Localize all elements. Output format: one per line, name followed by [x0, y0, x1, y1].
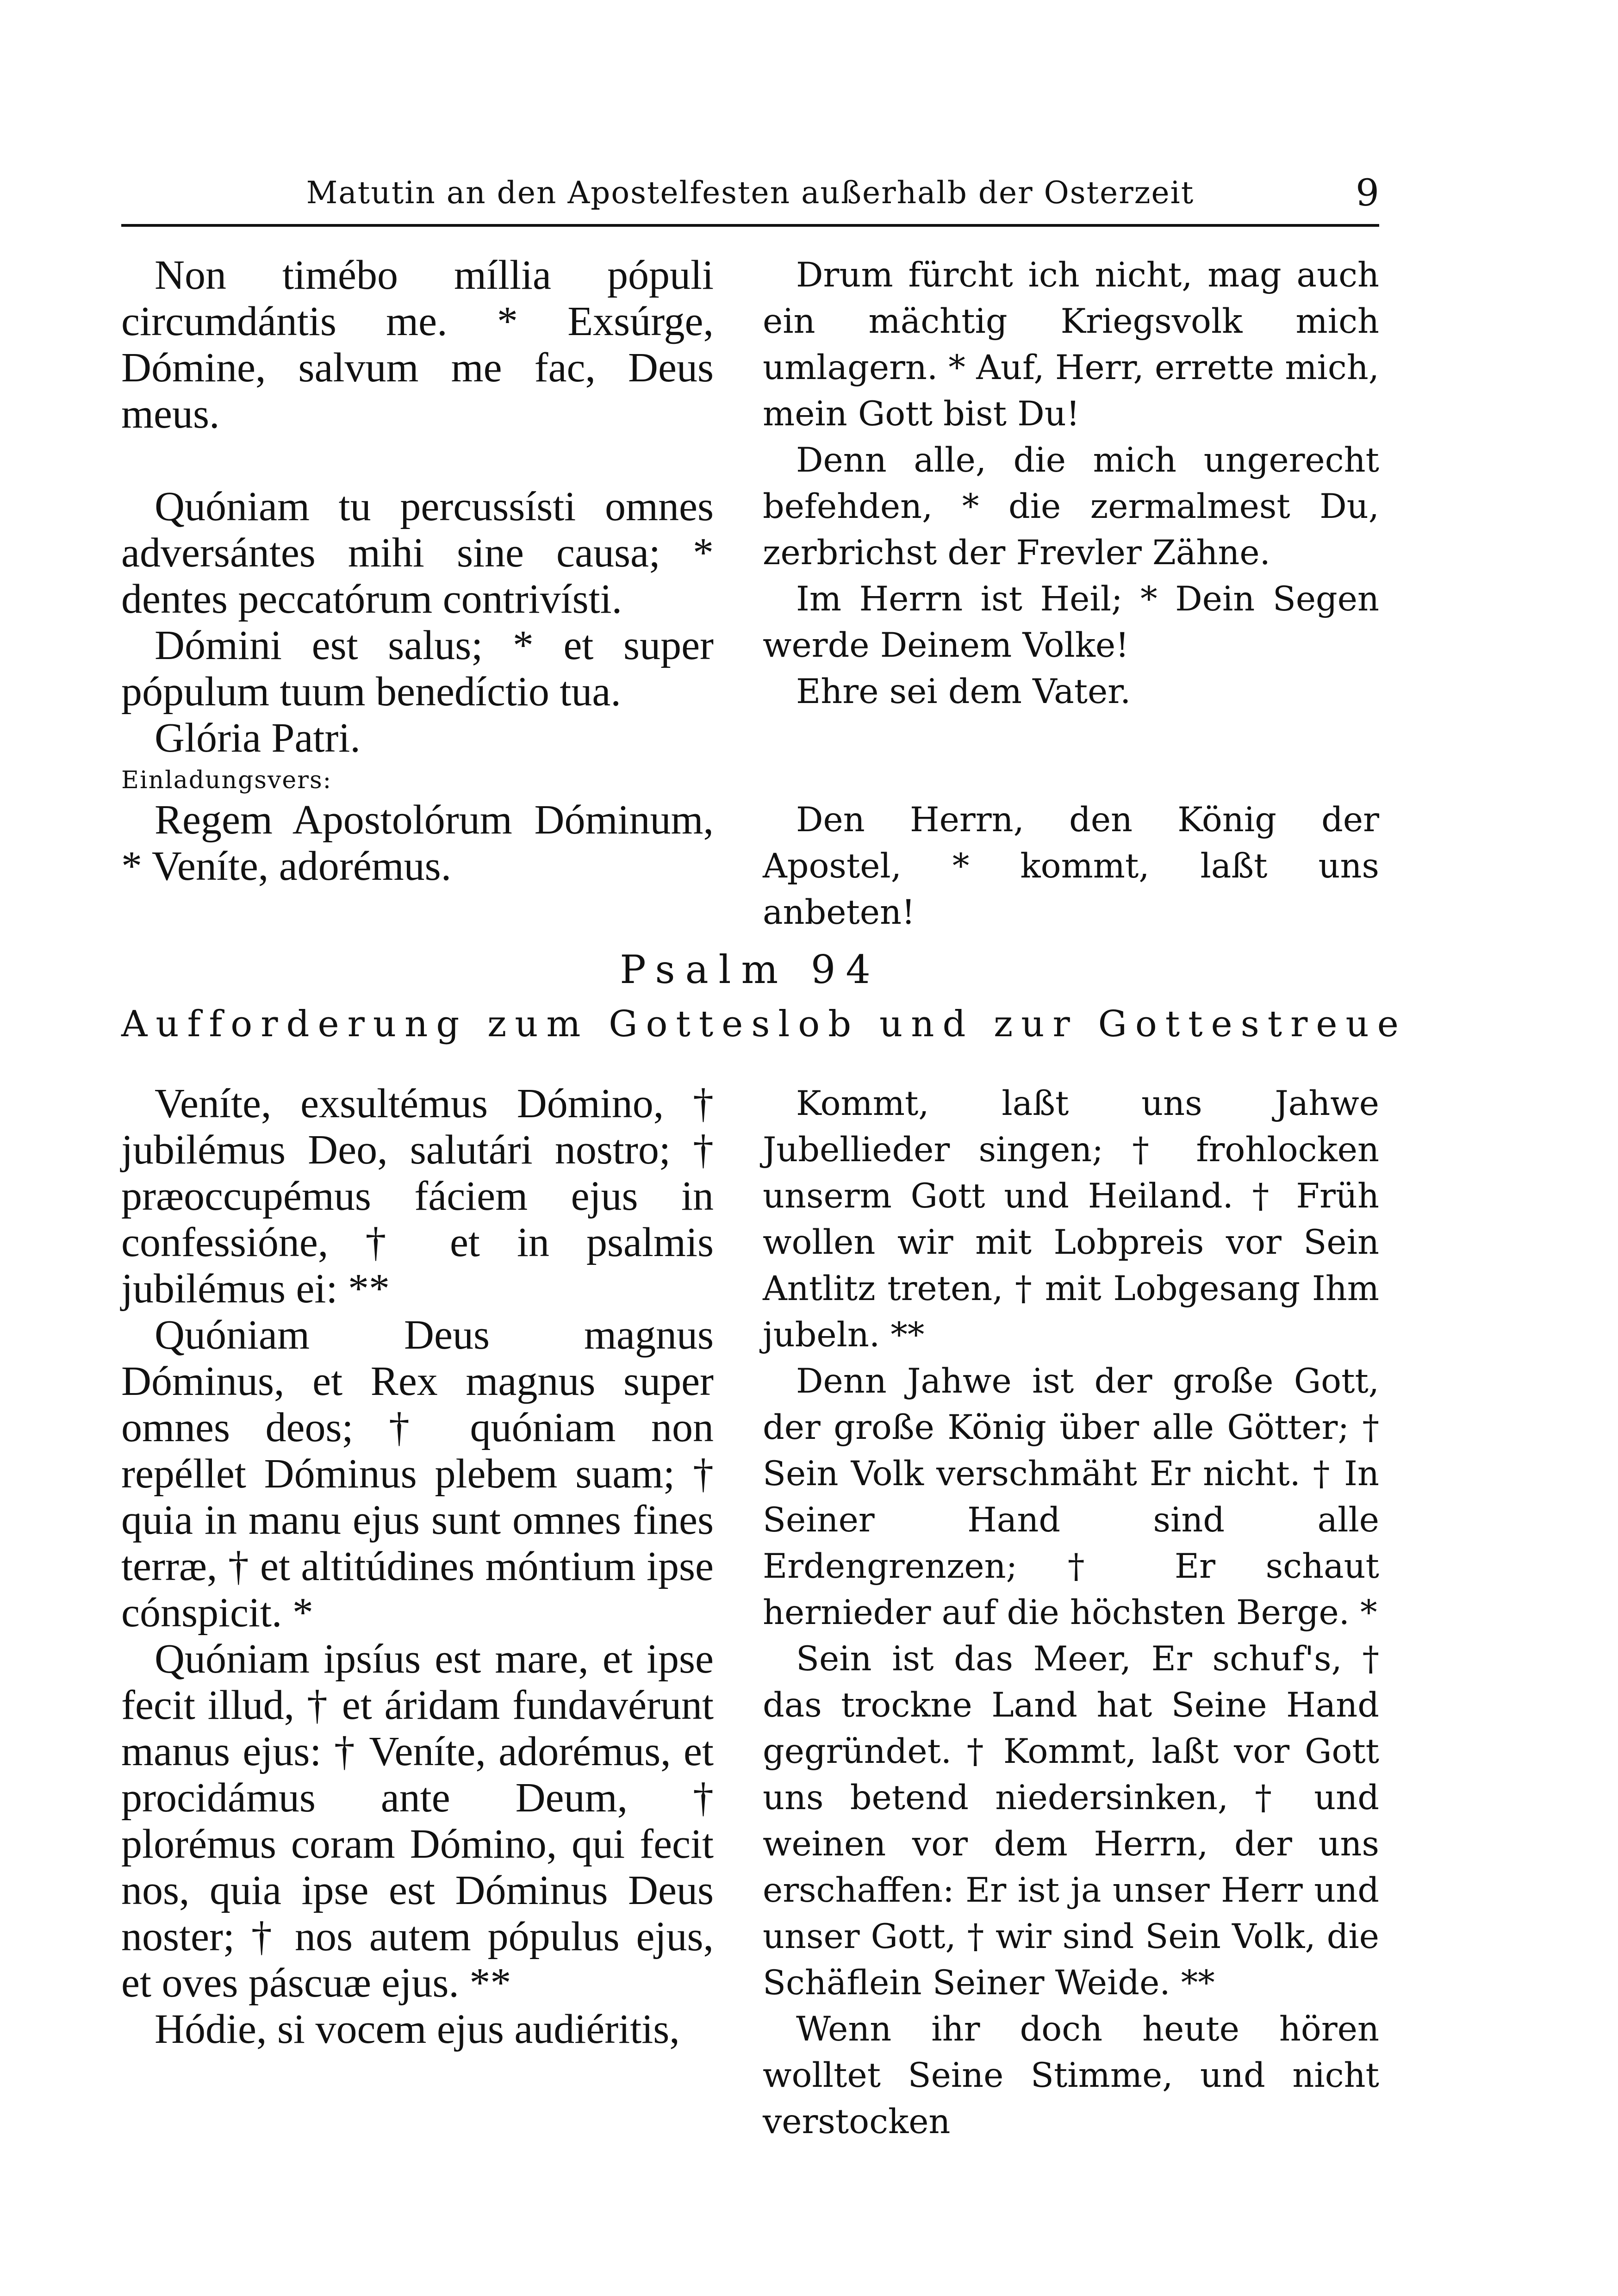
- invitatory-label: Einladungsvers:: [121, 766, 332, 794]
- german-verse: Drum fürcht ich nicht, mag auch ein mächtig Kriegsvolk mich umlagern. * Auf, Herr, errette mich, mein Gott bist Du!: [763, 255, 1379, 434]
- german-verse: Im Herrn ist Heil; * Dein Segen werde Deinem Volke!: [763, 579, 1379, 665]
- latin-verse: Glória Patri.: [155, 715, 361, 761]
- page-number: 9: [1356, 171, 1379, 214]
- invitatory-german-text: Den Herrn, den König der Apostel, * kommt, laßt uns anbeten!: [763, 800, 1379, 932]
- german-verse: Sein ist das Meer, Er schuf's, † das trockne Land hat Seine Hand gegründet. † Kommt, laßt vor Gott uns betend niedersinken, † und weinen vor dem Herrn, der uns erschaffen: Er ist ja unser Herr und unser Gott, † wir sind Sein Volk, die Schäflein Seiner Weide. **: [763, 1639, 1379, 2003]
- german-verse: Kommt, laßt uns Jahwe Jubellieder singen; † frohlocken unserm Gott und Heiland. † Früh wollen wir mit Lobpreis vor Sein Antlitz treten, † mit Lobgesang Ihm jubeln. **: [763, 1084, 1379, 1355]
- invitatory-german: [763, 764, 1379, 936]
- german-column-top: [763, 252, 1379, 715]
- latin-verse: Quóniam Deus magnus Dóminus, et Rex magnus super omnes deos; † quóniam non repéllet Dóminus plebem suam; † quia in manu ejus sunt omnes fines terræ, † et altitúdines móntium ipse cónspicit. *: [121, 1312, 714, 1636]
- latin-verse: Veníte, exsultémus Dómino, † jubilémus Deo, salutári nostro; † præoccupémus fáciem ejus in confessióne, † et in psalmis jubilémus ei: **: [121, 1081, 714, 1312]
- latin-verse: Non timébo míllia pópuli circumdántis me. * Exsúrge, Dómine, salvum me fac, Deus meus.: [121, 252, 714, 437]
- latin-verse: Quóniam ipsíus est mare, et ipse fecit illud, † et áridam fundavérunt manus ejus: † Veníte, adorémus, et procidámus ante Deum, † plorémus coram Dómino, qui fecit nos, quia ipse est Dóminus Deus noster; † nos autem pópulus ejus, et oves páscuæ ejus. **: [121, 1636, 714, 2006]
- page-header: [121, 168, 1379, 227]
- german-verse: Wenn ihr doch heute hören wolltet Seine Stimme, und nicht verstocken: [763, 2010, 1379, 2141]
- invitatory-latin: [121, 764, 714, 890]
- latin-column-top: [121, 252, 714, 761]
- german-column-psalm: [763, 1081, 1379, 2145]
- latin-verse: Hódie, si vocem ejus audiéritis,: [155, 2006, 680, 2052]
- latin-verse: Dómini est salus; * et super pópulum tuum benedíctio tua.: [121, 622, 714, 715]
- psalm-subtitle: Aufforderung zum Gotteslob und zur Gottestreue: [121, 1003, 1407, 1045]
- latin-verse: Quóniam tu percussísti omnes adversántes mihi sine causa; * dentes peccatórum contrivísti.: [121, 484, 714, 622]
- invitatory-latin-text: Regem Apostolórum Dóminum, * Veníte, adorémus.: [121, 797, 714, 889]
- psalm-title: Psalm 94: [620, 947, 881, 992]
- german-verse: Denn alle, die mich ungerecht befehden, * die zermalmest Du, zerbrichst der Frevler Zähne.: [763, 441, 1379, 572]
- german-verse: Denn Jahwe ist der große Gott, der große König über alle Götter; † Sein Volk verschmäht Er nicht. † In Seiner Hand sind alle Erdengrenzen; † Er schaut hernieder auf die höchsten Berge. *: [763, 1362, 1379, 1632]
- latin-column-psalm: [121, 1081, 714, 2053]
- running-head: Matutin an den Apostelfesten außerhalb der Osterzeit: [306, 175, 1195, 211]
- german-verse: Ehre sei dem Vater.: [796, 672, 1131, 711]
